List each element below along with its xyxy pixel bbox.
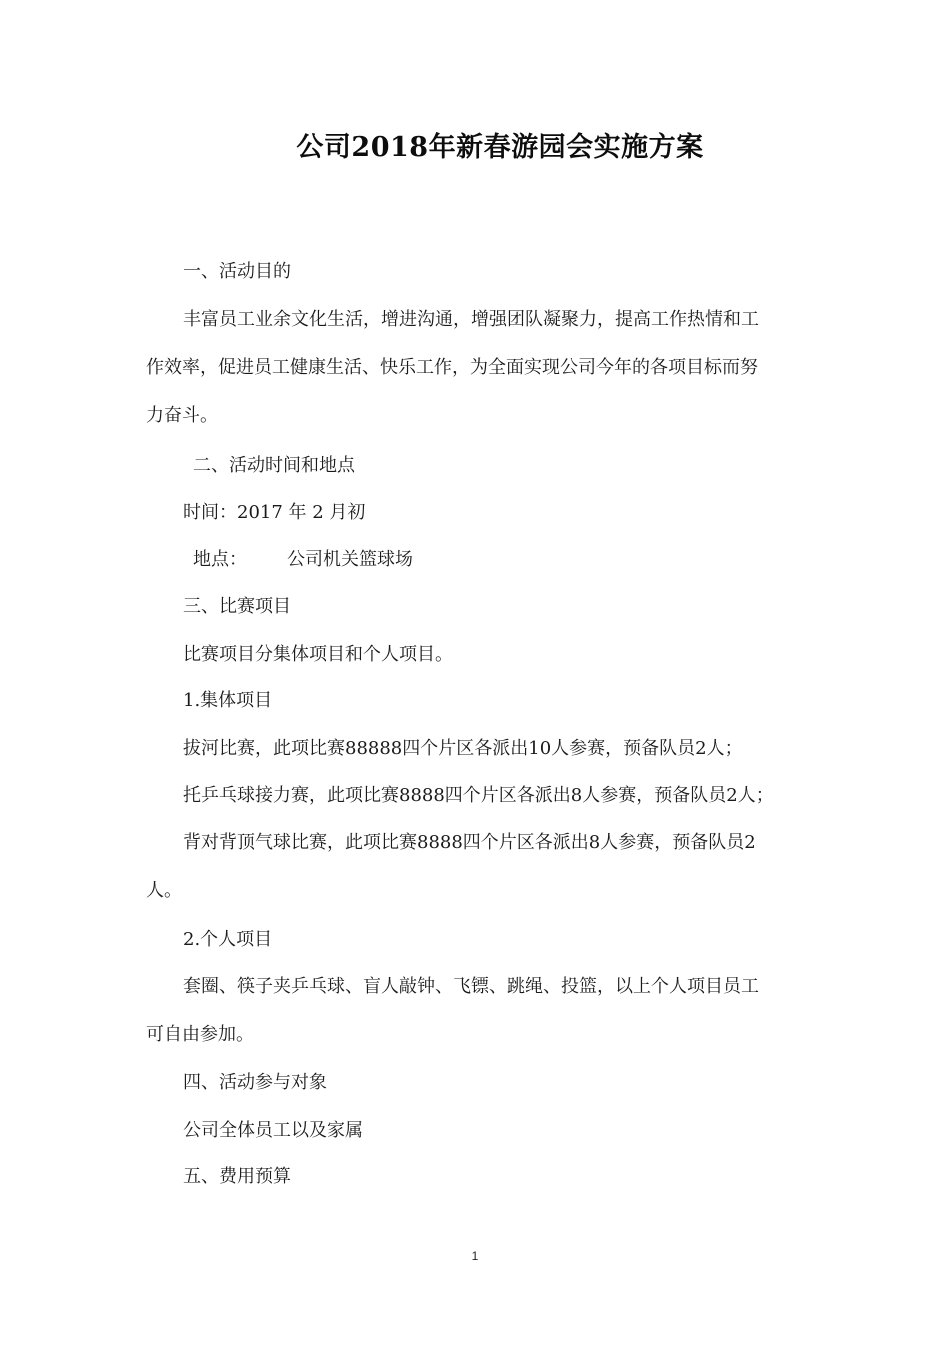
section-1-paragraph-line-1: 丰富员工业余文化生活，增进沟通，增强团队凝聚力，提高工作热情和工	[183, 309, 759, 330]
individual-events-line-1: 套圈、筷子夹乒乓球、盲人敲钟、飞镖、跳绳、投篮，以上个人项目员工	[183, 976, 759, 997]
group-event-balloon-line-2: 人。	[146, 880, 182, 901]
section-3-heading: 三、比赛项目	[183, 596, 291, 617]
section-5-heading: 五、费用预算	[183, 1166, 291, 1187]
group-event-ping-pong-relay: 托乒乓球接力赛，此项比赛8888四个片区各派出8人参赛，预备队员2人；	[183, 785, 774, 806]
section-2-time: 时间：2017 年 2 月初	[183, 502, 366, 523]
section-4-heading: 四、活动参与对象	[183, 1072, 327, 1093]
section-1-paragraph-line-3: 力奋斗。	[146, 405, 218, 426]
group-events-heading: 1.集体项目	[183, 690, 273, 711]
section-2-heading: 二、活动时间和地点	[193, 455, 355, 476]
page-number: 1	[471, 1249, 479, 1263]
place-value: 公司机关篮球场	[287, 549, 413, 570]
place-label: 地点：	[193, 549, 247, 570]
section-1-paragraph-line-2: 作效率，促进员工健康生活、快乐工作，为全面实现公司今年的各项目标而努	[146, 357, 758, 378]
group-event-balloon-line-1: 背对背顶气球比赛，此项比赛8888四个片区各派出8人参赛，预备队员2	[183, 832, 756, 853]
group-event-tug-of-war: 拔河比赛，此项比赛88888四个片区各派出10人参赛，预备队员2人；	[183, 738, 743, 759]
section-1-heading: 一、活动目的	[183, 261, 291, 282]
individual-events-line-2: 可自由参加。	[146, 1024, 254, 1045]
individual-events-heading: 2.个人项目	[183, 929, 273, 950]
document-title: 公司2018年新春游园会实施方案	[296, 132, 704, 163]
section-2-place	[193, 547, 413, 573]
section-4-text: 公司全体员工以及家属	[183, 1120, 363, 1141]
section-3-intro: 比赛项目分集体项目和个人项目。	[183, 644, 453, 665]
